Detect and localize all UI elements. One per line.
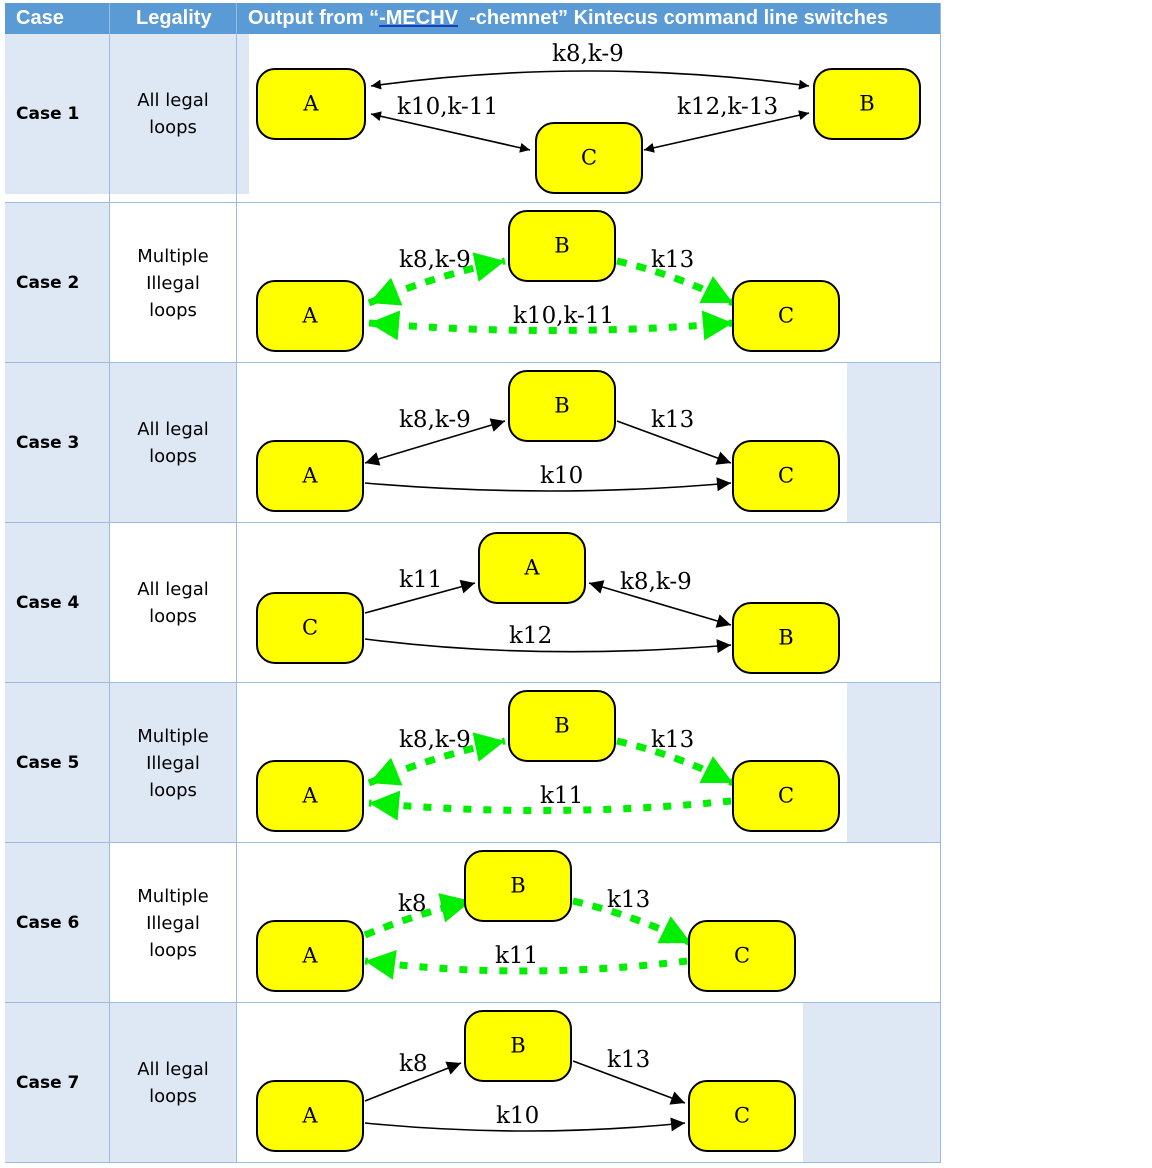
- header-output-mid: -chemnet: [457, 7, 559, 29]
- edge-label: k8,k-9: [620, 569, 692, 595]
- column-divider: [236, 3, 237, 1163]
- case-name: Case 5: [16, 753, 80, 773]
- legality-text: [110, 1003, 236, 1163]
- edge-label: k8,k-9: [399, 407, 471, 433]
- case-cell: [5, 523, 109, 683]
- legality-cell: [110, 203, 236, 363]
- header-legality: Legality: [136, 7, 212, 29]
- legality-cell: [110, 683, 236, 843]
- legality-line: All legal: [137, 1059, 209, 1080]
- node-label: B: [778, 625, 794, 650]
- header-output-prefix: Output from “: [248, 7, 380, 29]
- case-name: Case 4: [16, 593, 80, 613]
- case-cell: [5, 203, 109, 363]
- node-label: A: [302, 463, 318, 488]
- node-label: A: [302, 783, 318, 808]
- table-row: [5, 1003, 941, 1163]
- node-a: [479, 533, 585, 603]
- edge-label: k11: [540, 783, 584, 809]
- table-row: [5, 523, 941, 683]
- case-name: Case 7: [16, 1073, 80, 1093]
- node-b: [509, 211, 615, 281]
- legality-line: loops: [149, 117, 197, 138]
- table-header: [5, 3, 941, 34]
- table-row: [5, 843, 941, 1003]
- graph-cell: [237, 523, 941, 683]
- edge-a-b: [371, 71, 809, 86]
- case-name: Case 2: [16, 273, 80, 293]
- node-label: A: [302, 1103, 318, 1128]
- table-row: [5, 363, 941, 523]
- node-c: [733, 761, 839, 831]
- legality-text: [110, 843, 236, 1003]
- node-c: [733, 281, 839, 351]
- node-b: [465, 851, 571, 921]
- legality-line: Illegal: [146, 272, 200, 294]
- node-b: [509, 371, 615, 441]
- edge-label: k8,k-9: [399, 247, 471, 273]
- legality-line: Illegal: [146, 752, 200, 774]
- node-c: [689, 921, 795, 991]
- graph-cell: [237, 843, 941, 1003]
- reaction-graph: [249, 843, 819, 1003]
- legality-cell: [110, 34, 236, 194]
- legality-line: loops: [149, 299, 197, 321]
- edge-label: k11: [495, 943, 539, 969]
- node-label: C: [733, 1103, 751, 1128]
- node-label: B: [510, 1033, 526, 1058]
- row-divider: [5, 1002, 941, 1003]
- node-label: A: [303, 91, 319, 116]
- legality-line: Multiple: [137, 245, 209, 267]
- graph-cell: [237, 34, 941, 194]
- edge-label: k11: [399, 567, 443, 593]
- case-cell: [5, 34, 109, 194]
- node-label: B: [554, 713, 570, 738]
- edge-label: k10,k-11: [397, 94, 499, 120]
- legality-text: [110, 203, 236, 363]
- table-row: [5, 683, 941, 843]
- legality-text: [110, 523, 236, 683]
- node-label: C: [580, 145, 598, 170]
- row-divider: [5, 202, 941, 203]
- graph-cell: [237, 683, 941, 843]
- table-row: [5, 34, 941, 194]
- edge-label: k13: [651, 727, 695, 753]
- legality-line: loops: [149, 779, 197, 801]
- case-cell: [5, 1003, 109, 1163]
- row-divider: [5, 1162, 941, 1163]
- legality-line: Illegal: [146, 912, 200, 934]
- reaction-graph: [249, 34, 941, 194]
- node-label: A: [524, 555, 540, 580]
- legality-line: All legal: [137, 90, 209, 111]
- case-cell: [5, 683, 109, 843]
- legality-line: loops: [149, 606, 197, 627]
- row-divider: [5, 682, 941, 683]
- header-output-switch: -MECHV: [379, 7, 458, 29]
- header-case: Case: [16, 7, 64, 29]
- legality-cell: [110, 363, 236, 523]
- node-label: C: [733, 943, 751, 968]
- edge-label: k8,k-9: [552, 41, 624, 67]
- node-label: A: [302, 943, 318, 968]
- legality-line: All legal: [137, 419, 209, 440]
- edge-label: k13: [651, 247, 695, 273]
- column-divider: [940, 3, 941, 1163]
- node-b: [509, 691, 615, 761]
- node-label: B: [510, 873, 526, 898]
- node-a: [257, 761, 363, 831]
- node-b: [733, 603, 839, 673]
- edge-label: k10: [540, 463, 584, 489]
- header-output: [248, 3, 888, 34]
- case-name: Case 3: [16, 433, 80, 453]
- header-output-suffix: ” Kintecus command line switches: [558, 7, 889, 29]
- node-c: [536, 123, 642, 193]
- legality-cell: [110, 1003, 236, 1163]
- node-b: [465, 1011, 571, 1081]
- graph-cell: [237, 363, 941, 523]
- reaction-graph: [237, 523, 847, 683]
- node-b: [814, 69, 920, 139]
- node-c: [733, 441, 839, 511]
- node-label: C: [777, 783, 795, 808]
- legality-line: loops: [149, 446, 197, 467]
- reaction-graph: [237, 1003, 803, 1163]
- legality-line: All legal: [137, 579, 209, 600]
- node-c: [689, 1081, 795, 1151]
- graph-cell: [237, 203, 941, 363]
- legality-cell: [110, 523, 236, 683]
- reaction-graph: [237, 683, 847, 843]
- node-a: [257, 441, 363, 511]
- column-divider: [109, 3, 110, 1163]
- node-label: B: [554, 233, 570, 258]
- legality-line: Multiple: [137, 885, 209, 907]
- edge-label: k12: [509, 623, 553, 649]
- legality-text: [110, 683, 236, 843]
- edge-label: k12,k-13: [677, 94, 779, 120]
- row-divider: [5, 362, 941, 363]
- kintecus-cases-table: [5, 3, 941, 1163]
- node-a: [257, 921, 363, 991]
- node-c: [257, 593, 363, 663]
- edge-label: k8: [399, 1051, 428, 1077]
- row-divider: [5, 522, 941, 523]
- node-a: [257, 281, 363, 351]
- legality-line: loops: [149, 939, 197, 961]
- edge-label: k13: [607, 887, 651, 913]
- node-label: C: [301, 615, 319, 640]
- row-divider: [5, 842, 941, 843]
- node-label: C: [777, 303, 795, 328]
- edge-label: k8,k-9: [399, 727, 471, 753]
- table-row: [5, 203, 941, 363]
- node-a: [257, 1081, 363, 1151]
- legality-line: loops: [149, 1086, 197, 1107]
- edge-label: k13: [651, 407, 695, 433]
- legality-cell: [110, 843, 236, 1003]
- node-label: B: [859, 91, 875, 116]
- legality-text: [110, 34, 236, 194]
- legality-line: Multiple: [137, 725, 209, 747]
- case-name: Case 6: [16, 913, 80, 933]
- node-a: [257, 69, 365, 139]
- edge-label: k8: [398, 891, 427, 917]
- edge-label: k10: [496, 1103, 540, 1129]
- edge-label: k10,k-11: [513, 303, 615, 329]
- case-cell: [5, 363, 109, 523]
- node-label: A: [302, 303, 318, 328]
- graph-cell: [237, 1003, 941, 1163]
- case-cell: [5, 843, 109, 1003]
- legality-text: [110, 363, 236, 523]
- reaction-graph: [237, 203, 847, 363]
- edge-label: k13: [607, 1047, 651, 1073]
- node-label: B: [554, 393, 570, 418]
- node-label: C: [777, 463, 795, 488]
- reaction-graph: [237, 363, 847, 523]
- case-name: Case 1: [16, 104, 80, 124]
